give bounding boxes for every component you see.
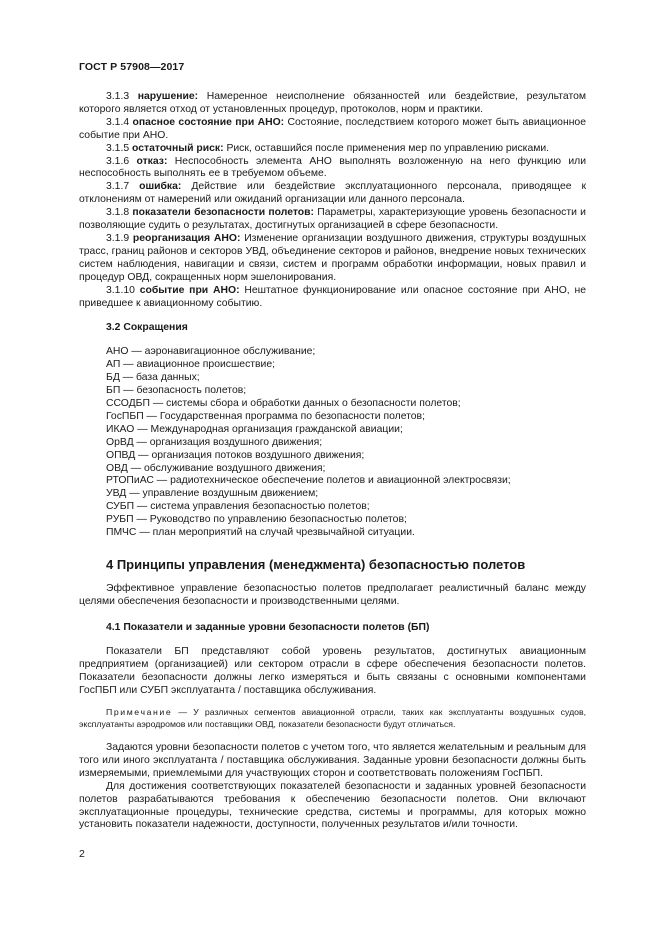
abbreviation-item: БД — база данных; (106, 372, 200, 384)
definition-3-1-5: 3.1.5 остаточный риск: Риск, оставшийся после применения мер по управлению рисками. (106, 142, 550, 154)
abbreviation-item: УВД — управление воздушным движением; (106, 488, 319, 500)
abbreviation-item: ОПВД — организация потоков воздушного движения; (106, 449, 365, 461)
definition-3-1-8: 3.1.8 показатели безопасности полетов: Параметры, характеризующие уровень безопасности и позволяющие судить о результатах, достигнутых организацией в сфере безопасности. (79, 207, 586, 232)
abbreviations-heading: 3.2 Сокращения (106, 322, 188, 334)
definition-3-1-4: 3.1.4 опасное состояние при АНО: Состояние, последствием которого может быть авиационное событие при АНО. (79, 116, 586, 141)
abbreviation-item: БП — безопасность полетов; (106, 385, 247, 397)
subsection-4-1-paragraph: Показатели БП представляют собой уровень результатов, достигнутых авиационным предприятием (организацией) или сектором отрасли в сфере обеспечения безопасности полетов. Показатели безопасности должны легко измеряться и быть связаны с основными компонентами ГосПБП или СУБП эксплуатанта / поставщика обслуживания. (79, 645, 586, 696)
abbreviation-item: ОрВД — организация воздушного движения; (106, 436, 323, 448)
abbreviation-item: СУБП — система управления безопасностью полетов; (106, 501, 370, 513)
definition-3-1-10: 3.1.10 событие при АНО: Нештатное функционирование или опасное состояние при АНО, не приведшее к авиационному событию. (79, 284, 587, 309)
definition-3-1-9: 3.1.9 реорганизация АНО: Изменение организации воздушного движения, структуры воздушных трасс, границ районов и секторов УВД, объединение секторов и районов, внедрение новых технических систем наблюдения, навигации и связи, систем и программ обработки информации, новых правил и процедур ОВД, сокращенных норм эшелонирования. (79, 232, 587, 283)
section-4-heading: 4 Принципы управления (менеджмента) безопасностью полетов (106, 557, 526, 572)
definition-3-1-3: 3.1.3 нарушение: Намеренное неисполнение обязанностей или бездействие, результатом которого является отход от установленных процедур, протоколов, норм и практики. (79, 91, 587, 115)
abbreviation-item: ГосПБП — Государственная программа по безопасности полетов; (106, 410, 425, 422)
subsection-4-1-paragraph: Задаются уровни безопасности полетов с учетом того, что является желательным и реальным для того или иного эксплуатанта / поставщика обслуживания. Заданные уровни безопасности должны быть измеряемыми, приемлемыми для участвующих сторон и соответствовать положениям ГосПБП. (79, 742, 586, 779)
page-number: 2 (79, 848, 85, 860)
abbreviations-list (106, 346, 586, 540)
page-content (79, 91, 586, 832)
document-header: ГОСТ Р 57908—2017 (79, 61, 185, 73)
subsection-4-1-heading: 4.1 Показатели и заданные уровни безопасности полетов (БП) (106, 621, 430, 633)
subsection-4-1-paragraph: Для достижения соответствующих показателей безопасности и заданных уровней безопасности полетов разрабатываются требования к обеспечению безопасности полетов. Они включают эксплуатационные процедуры, технические средства, системы и программы, для которых можно установить показатели надежности, доступности, полученных результатов и/или точности. (79, 780, 586, 831)
definition-3-1-7: 3.1.7 ошибка: Действие или бездействие эксплуатационного персонала, приводящее к отклонениям от намерений или ожиданий организации или данного персонала. (79, 181, 587, 206)
abbreviation-item: ИКАО — Международная организация гражданской авиации; (106, 423, 403, 435)
abbreviation-item: ПМЧС — план мероприятий на случай чрезвычайной ситуации. (106, 527, 415, 539)
note-label: Примечание (106, 707, 173, 718)
abbreviation-item: АП — авиационное происшествие; (106, 359, 276, 371)
section-4-intro: Эффективное управление безопасностью полетов предполагает реалистичный баланс между целями обеспечения безопасности и производственными целями. (79, 583, 586, 607)
abbreviation-item: РТОПиАС — радиотехническое обеспечение полетов и авиационной электросвязи; (106, 475, 511, 487)
abbreviation-item: РУБП — Руководство по управлению безопасностью полетов; (106, 514, 407, 526)
note (79, 707, 586, 730)
definition-3-1-6: 3.1.6 отказ: Неспособность элемента АНО выполнять возложенную на него функцию или неспособность выполнять ее в требуемом объеме. (79, 155, 587, 180)
abbreviation-item: ССОДБП — системы сбора и обработки данных о безопасности полетов; (106, 398, 461, 410)
abbreviation-item: АНО — аэронавигационное обслуживание; (106, 346, 316, 358)
note-text: — У различных сегментов авиационной отрасли, таких как эксплуатанты воздушных судов, эксплуатанты аэродромов или поставщики ОВД, показатели безопасности будут отличаться. (79, 707, 586, 729)
abbreviation-item: ОВД — обслуживание воздушного движения; (106, 462, 326, 474)
